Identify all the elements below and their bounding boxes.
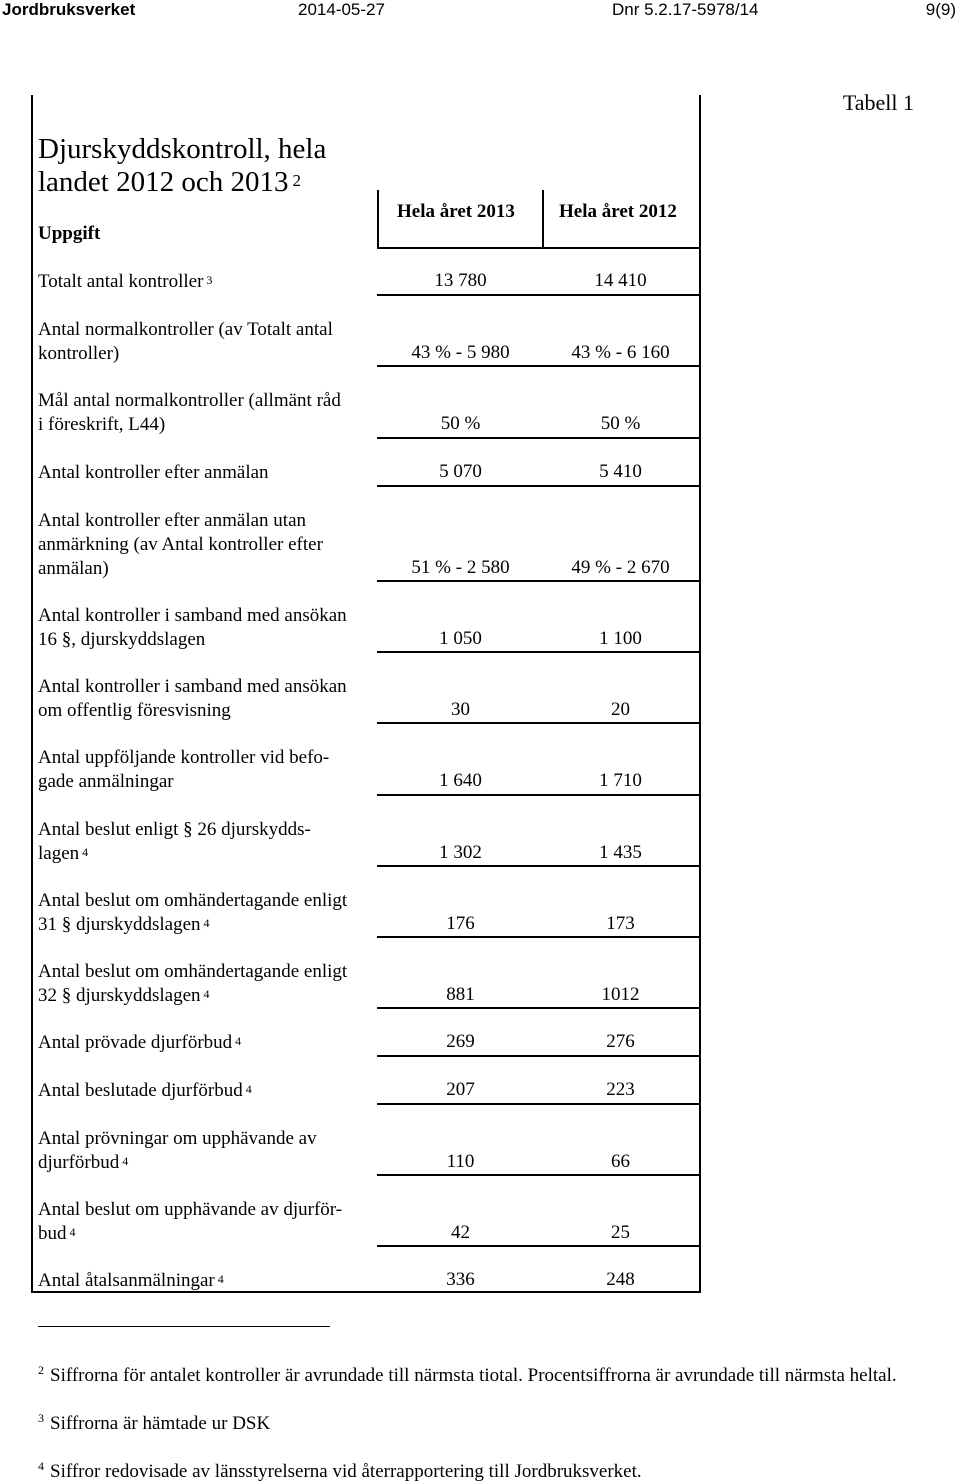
row-divider — [377, 722, 701, 724]
row-label: Mål antal normalkontroller (allmänt råd i föreskrift, L44) — [38, 390, 341, 435]
value-2013: 50 % — [440, 413, 481, 434]
value-2013: 881 — [446, 984, 475, 1005]
row-divider — [377, 651, 701, 653]
org-name: Jordbruksverket — [2, 0, 136, 19]
row-label: Antal beslut enligt § 26 djurskydds- lagen $^4$ — [38, 819, 311, 864]
row-label: Antal kontroller i samband med ansökan om offentlig föresvisning — [38, 676, 347, 721]
row-divider — [377, 365, 701, 367]
row-divider — [377, 1103, 701, 1105]
value-2012: 1 100 — [599, 628, 642, 649]
value-2012: 43 % - 6 160 — [571, 342, 670, 363]
table-title — [38, 133, 326, 199]
row-label: Antal beslut om upphävande av djurför- bud $^4$ — [38, 1199, 343, 1244]
value-2013: 207 — [446, 1079, 475, 1100]
value-2012: 1012 — [601, 984, 640, 1005]
header-divider — [542, 190, 544, 248]
footnote-number: 4 — [38, 1459, 44, 1473]
row-label: Antal prövningar om upphävande av djurförbud $^4$ — [38, 1128, 317, 1173]
table-label: Tabell 1 — [842, 90, 914, 115]
footnote-ref: 4 — [200, 916, 210, 930]
column-header-label: Uppgift — [38, 223, 101, 244]
row-divider — [377, 1245, 701, 1247]
value-2013: 336 — [446, 1269, 475, 1290]
value-2012: 20 — [611, 699, 630, 720]
value-2013: 5 070 — [439, 461, 482, 482]
footnote-text: Siffrorna är hämtade ur DSK — [50, 1413, 271, 1434]
row-divider — [377, 794, 701, 796]
value-2012: 5 410 — [599, 461, 642, 482]
row-divider — [377, 437, 701, 439]
row-divider — [377, 1007, 701, 1009]
row-label: Antal kontroller efter anmälan — [38, 462, 269, 483]
row-divider — [377, 1055, 701, 1057]
value-2013: 176 — [446, 913, 475, 934]
row-divider — [377, 294, 701, 296]
row-label: Antal beslut om omhändertagande enligt 31 § djurskyddslagen $^4$ — [38, 890, 348, 935]
value-2013: 110 — [446, 1151, 475, 1172]
row-label: Antal normalkontroller (av Totalt antal kontroller) — [38, 319, 333, 364]
value-2013: 51 % - 2 580 — [411, 557, 510, 578]
footnote — [38, 1461, 642, 1483]
column-header-2013: Hela året 2013 — [397, 201, 515, 222]
title-line-1: Djurskyddskontroll, hela — [38, 133, 327, 165]
value-2013: 1 302 — [439, 842, 482, 863]
page-number: 9(9) — [925, 0, 956, 19]
value-2012: 50 % — [600, 413, 641, 434]
footnote-separator — [38, 1326, 330, 1327]
value-2012: 25 — [611, 1222, 630, 1243]
value-2012: 66 — [611, 1151, 630, 1172]
footnote-ref: 4 — [214, 1272, 224, 1286]
page-header — [0, 0, 960, 24]
row-label: Antal uppföljande kontroller vid befo- gade anmälningar — [38, 747, 330, 792]
document-number: Dnr 5.2.17-5978/14 — [612, 0, 759, 19]
row-label: Antal beslut om omhändertagande enligt 32 § djurskyddslagen $^4$ — [38, 961, 348, 1006]
row-label: Antal kontroller i samband med ansökan 16 §, djurskyddslagen — [38, 605, 347, 650]
row-divider — [377, 580, 701, 582]
footnote-ref: 3 — [203, 273, 213, 287]
row-divider — [377, 485, 701, 487]
row-divider — [377, 1174, 701, 1176]
row-label: Totalt antal kontroller $^3$ — [38, 271, 213, 292]
row-divider — [377, 865, 701, 867]
footnote-text: Siffror redovisade av länsstyrelserna vid återrapportering till Jordbruksverket. — [50, 1461, 642, 1482]
value-2013: 30 — [451, 699, 470, 720]
row-divider — [377, 936, 701, 938]
value-2013: 13 780 — [434, 270, 487, 291]
footnote-ref: 4 — [119, 1154, 129, 1168]
header-divider — [377, 190, 379, 248]
row-label: Antal åtalsanmälningar $^4$ — [38, 1270, 224, 1291]
value-2012: 1 435 — [599, 842, 642, 863]
value-2013: 1 050 — [439, 628, 482, 649]
title-line-2: landet 2012 och 2013 $^2$ — [38, 166, 301, 198]
footnote-number: 2 — [38, 1363, 44, 1377]
footnote-ref: 4 — [200, 987, 210, 1001]
title-footnote-ref: 2 — [292, 171, 301, 190]
row-label: Antal beslutade djurförbud $^4$ — [38, 1080, 252, 1101]
footnote-ref: 4 — [79, 845, 89, 859]
document-date: 2014-05-27 — [298, 0, 385, 19]
row-label: Antal prövade djurförbud $^4$ — [38, 1032, 242, 1053]
value-2012: 248 — [606, 1269, 635, 1290]
value-2012: 14 410 — [594, 270, 647, 291]
footnote-ref: 4 — [242, 1082, 252, 1096]
footnote-number: 3 — [38, 1411, 44, 1425]
footnote — [38, 1413, 270, 1435]
value-2013: 269 — [446, 1031, 475, 1052]
column-header-2012: Hela året 2012 — [559, 201, 677, 222]
value-2013: 1 640 — [439, 770, 482, 791]
footnote-text: Siffrorna för antalet kontroller är avrundade till närmsta tiotal. Procentsiffrorna är avrundade till närmsta heltal. — [50, 1365, 897, 1386]
value-2013: 43 % - 5 980 — [411, 342, 510, 363]
footnote — [38, 1365, 897, 1387]
value-2012: 223 — [606, 1079, 635, 1100]
value-2012: 173 — [606, 913, 635, 934]
value-2012: 49 % - 2 670 — [571, 557, 670, 578]
value-2013: 42 — [451, 1222, 470, 1243]
header-rule — [377, 247, 701, 249]
value-2012: 1 710 — [599, 770, 642, 791]
row-label: Antal kontroller efter anmälan utan anmärkning (av Antal kontroller efter anmälan) — [38, 510, 323, 579]
footnote-ref: 4 — [66, 1225, 76, 1239]
value-2012: 276 — [606, 1031, 635, 1052]
footnote-ref: 4 — [232, 1034, 242, 1048]
